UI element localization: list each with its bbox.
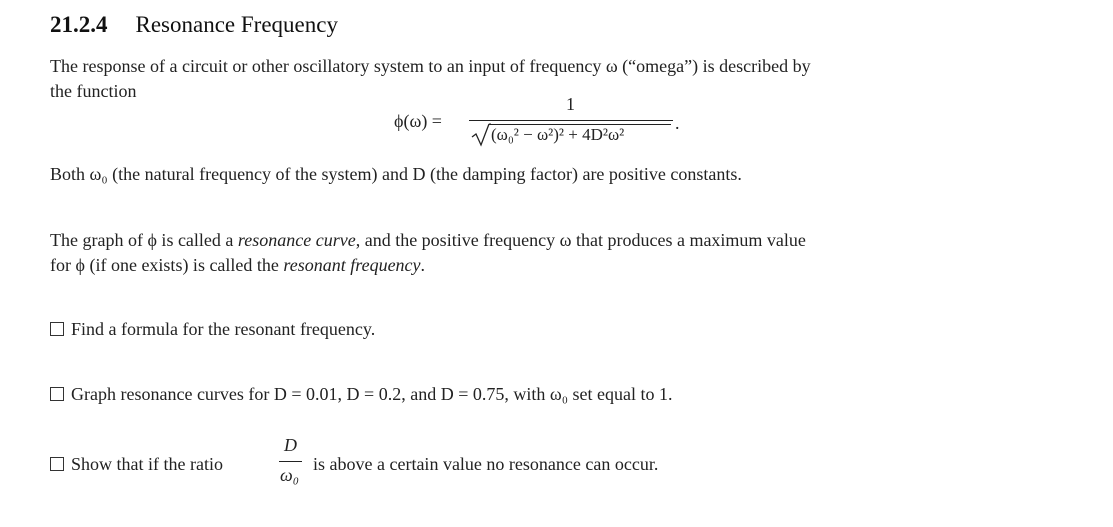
task-label: Show that if the ratio xyxy=(71,454,223,474)
formula-numerator: 1 xyxy=(566,94,575,114)
term-resonant-frequency: resonant frequency xyxy=(283,255,421,275)
definition-line-2 xyxy=(50,252,425,278)
formula-lhs: ϕ(ω) = xyxy=(394,111,442,131)
section-title: Resonance Frequency xyxy=(135,12,338,37)
definition-text: for ϕ (if one exists) is called the xyxy=(50,255,284,275)
task-checkbox[interactable] xyxy=(50,457,64,471)
intro-line-2: the function xyxy=(50,81,137,101)
task-item xyxy=(50,381,672,407)
section-heading xyxy=(50,12,338,38)
term-resonance-curve: resonance curve xyxy=(237,230,356,250)
task-label: Find a formula for the resonant frequency. xyxy=(71,319,376,339)
sqrt-sign-icon xyxy=(471,123,491,147)
intro-line-1: The response of a circuit or other oscillatory system to an input of frequency ω (“omega”) is described by xyxy=(50,56,811,76)
task-checkbox[interactable] xyxy=(50,387,64,401)
section-number: 21.2.4 xyxy=(50,12,108,37)
formula-period: . xyxy=(675,113,680,133)
task-item xyxy=(50,451,223,477)
definition-line-1 xyxy=(50,227,806,253)
task-label-continued: is above a certain value no resonance can occur. xyxy=(313,454,659,474)
task-checkbox[interactable] xyxy=(50,322,64,336)
fraction-bar xyxy=(469,120,673,121)
definition-text: . xyxy=(420,255,426,275)
ratio-denominator: ω₀ xyxy=(280,465,299,485)
task-item xyxy=(50,316,375,342)
ratio-numerator: D xyxy=(284,435,297,455)
definition-text: The graph of ϕ is called a xyxy=(50,230,238,250)
formula-denominator: (ω₀² − ω²)² + 4D²ω² xyxy=(491,125,625,144)
ratio-fraction-bar xyxy=(279,461,302,462)
task-label: Graph resonance curves for D = 0.01, D = 0.2, and D = 0.75, with ω₀ set equal to 1. xyxy=(71,384,673,404)
definition-text: , and the positive frequency ω that produces a maximum value xyxy=(355,230,806,250)
constants-text: Both ω₀ (the natural frequency of the system) and D (the damping factor) are positive constants. xyxy=(50,164,742,184)
